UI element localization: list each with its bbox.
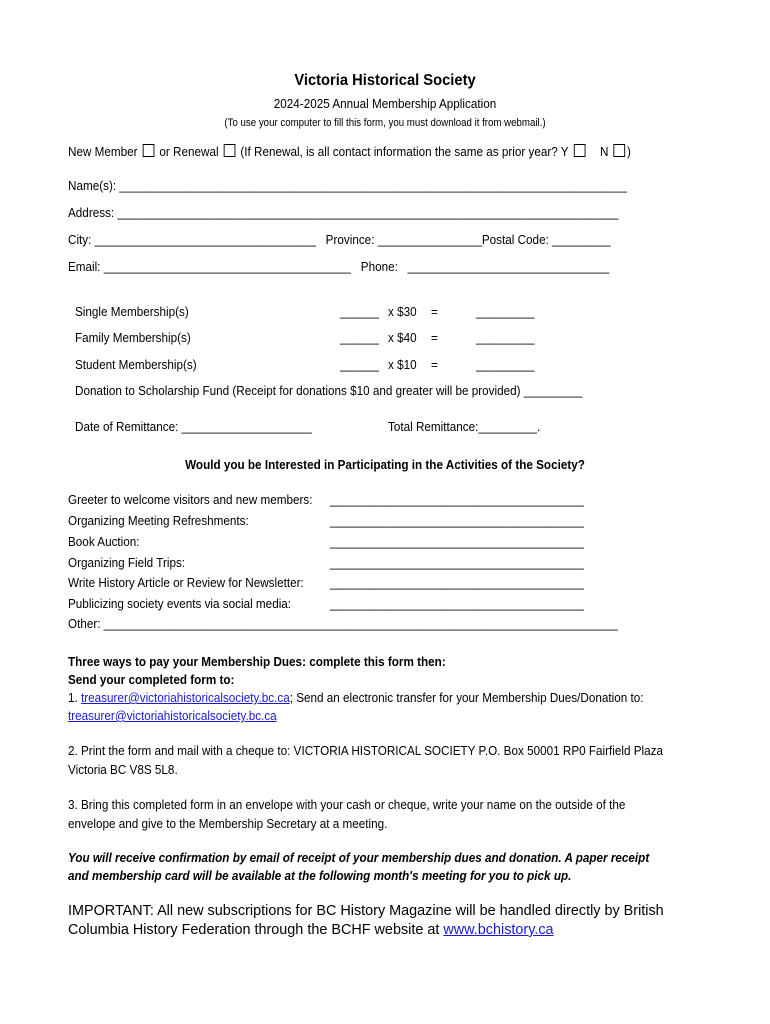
confirmation-line1: You will receive confirmation by email of receipt of your membership dues and donation. A paper receipt bbox=[68, 850, 650, 865]
fee-rate-student: x $10 bbox=[388, 357, 417, 372]
send-form-heading: Send your completed form to: bbox=[68, 672, 235, 687]
form-title: Victoria Historical Society bbox=[294, 72, 476, 89]
form-note: (To use your computer to fill this form, you must download it from webmail.) bbox=[224, 117, 546, 129]
member-type-row bbox=[68, 144, 631, 160]
phone-label: Phone: bbox=[360, 259, 398, 274]
or-renewal-label: or Renewal bbox=[159, 144, 219, 159]
fee-qty-single[interactable]: ______ bbox=[340, 304, 380, 319]
activity-field-book-auction[interactable]: _______________________________________ bbox=[330, 534, 584, 549]
total-remittance-label: Total Remittance: bbox=[388, 419, 479, 434]
method-1-text: ; Send an electronic transfer for your Membership Dues/Donation to: bbox=[289, 690, 644, 705]
fee-label-single: Single Membership(s) bbox=[75, 304, 189, 319]
bchistory-link[interactable]: www.bchistory.ca bbox=[443, 921, 554, 938]
no-checkbox[interactable] bbox=[613, 144, 625, 157]
fee-total-family[interactable]: _________ bbox=[476, 330, 535, 345]
fee-total-student[interactable]: _________ bbox=[476, 357, 535, 372]
activity-label-field-trips: Organizing Field Trips: bbox=[68, 555, 186, 570]
payment-method-1-line2 bbox=[68, 708, 277, 724]
names-field[interactable]: ______________________________________________________________________________ bbox=[119, 178, 627, 193]
donation-row[interactable]: Donation to Scholarship Fund (Receipt for donations $10 and greater will be provided) _________ bbox=[75, 383, 583, 398]
renewal-checkbox[interactable] bbox=[224, 144, 236, 157]
activity-field-refreshments[interactable]: _______________________________________ bbox=[330, 513, 584, 528]
payment-method-2-line1: 2. Print the form and mail with a cheque to: VICTORIA HISTORICAL SOCIETY P.O. Box 50001 RP0 Fairfield Plaza bbox=[68, 743, 664, 758]
city-label: City: bbox=[68, 232, 92, 247]
province-field[interactable]: ________________ bbox=[377, 232, 482, 247]
postal-code-field[interactable]: _________ bbox=[552, 232, 611, 247]
confirmation-line2: and membership card will be available at the following month's meeting for you to pick up. bbox=[68, 868, 572, 883]
activity-label-book-auction: Book Auction: bbox=[68, 534, 140, 549]
date-of-remittance[interactable]: Date of Remittance: ____________________ bbox=[75, 419, 312, 434]
activity-label-social-media: Publicizing society events via social media: bbox=[68, 596, 292, 611]
important-line2-text: Columbia History Federation through the BCHF website at bbox=[68, 921, 444, 938]
fee-label-student: Student Membership(s) bbox=[75, 357, 197, 372]
payment-method-2-line2: Victoria BC V8S 5L8. bbox=[68, 762, 178, 777]
payment-method-1 bbox=[68, 690, 643, 706]
form-subtitle: 2024-2025 Annual Membership Application bbox=[273, 96, 497, 111]
fee-rate-single: x $30 bbox=[388, 304, 417, 319]
fee-total-single[interactable]: _________ bbox=[476, 304, 535, 319]
activity-label-newsletter: Write History Article or Review for Newsletter: bbox=[68, 575, 304, 590]
province-label: Province: bbox=[325, 232, 375, 247]
fee-qty-family[interactable]: ______ bbox=[340, 330, 380, 345]
activity-other-row[interactable]: Other: _______________________________________________________________________________ bbox=[68, 616, 618, 631]
postal-code-label: Postal Code: bbox=[481, 232, 549, 247]
activity-label-greeter: Greeter to welcome visitors and new members: bbox=[68, 492, 313, 507]
fee-qty-student[interactable]: ______ bbox=[340, 357, 380, 372]
close-paren: ) bbox=[626, 144, 631, 159]
fee-label-family: Family Membership(s) bbox=[75, 330, 191, 345]
address-field[interactable]: _____________________________________________________________________________ bbox=[117, 205, 619, 220]
payment-heading: Three ways to pay your Membership Dues: complete this form then: bbox=[68, 654, 446, 669]
n-label: N bbox=[599, 144, 609, 159]
email-row bbox=[68, 259, 609, 275]
names-row bbox=[68, 178, 627, 194]
names-label: Name(s): bbox=[68, 178, 117, 193]
phone-field[interactable]: _______________________________ bbox=[407, 259, 610, 274]
activity-field-social-media[interactable]: _______________________________________ bbox=[330, 596, 584, 611]
yes-checkbox[interactable] bbox=[573, 144, 585, 157]
new-member-checkbox[interactable] bbox=[143, 144, 155, 157]
treasurer-email-link[interactable]: treasurer@victoriahistoricalsociety.bc.ca bbox=[81, 690, 290, 705]
important-line2 bbox=[68, 921, 554, 939]
total-remittance-row bbox=[388, 419, 540, 435]
city-row bbox=[68, 232, 611, 248]
method-1-prefix: 1. bbox=[68, 690, 82, 705]
total-remittance-field[interactable]: _________. bbox=[478, 419, 541, 434]
activity-field-newsletter[interactable]: _______________________________________ bbox=[330, 575, 584, 590]
important-line1: IMPORTANT: All new subscriptions for BC History Magazine will be handled directly by British bbox=[68, 902, 664, 919]
activities-heading: Would you be Interested in Participating in the Activities of the Society? bbox=[185, 457, 585, 472]
email-field[interactable]: ______________________________________ bbox=[103, 259, 352, 274]
fee-eq-family: = bbox=[431, 330, 438, 345]
address-label: Address: bbox=[68, 205, 115, 220]
treasurer-email-link-2[interactable]: treasurer@victoriahistoricalsociety.bc.ca bbox=[68, 708, 277, 723]
activity-field-greeter[interactable]: _______________________________________ bbox=[330, 492, 584, 507]
fee-eq-student: = bbox=[431, 357, 438, 372]
payment-method-3-line2: envelope and give to the Membership Secretary at a meeting. bbox=[68, 816, 388, 831]
renewal-question: (If Renewal, is all contact information the same as prior year? Y bbox=[240, 144, 569, 159]
city-field[interactable]: __________________________________ bbox=[94, 232, 316, 247]
fee-rate-family: x $40 bbox=[388, 330, 417, 345]
activity-label-refreshments: Organizing Meeting Refreshments: bbox=[68, 513, 249, 528]
new-member-label: New Member bbox=[68, 144, 138, 159]
email-label: Email: bbox=[68, 259, 101, 274]
activity-field-field-trips[interactable]: _______________________________________ bbox=[330, 555, 584, 570]
payment-method-3-line1: 3. Bring this completed form in an envelope with your cash or cheque, write your name on the outside of the bbox=[68, 797, 626, 812]
fee-eq-single: = bbox=[431, 304, 438, 319]
address-row bbox=[68, 205, 618, 221]
